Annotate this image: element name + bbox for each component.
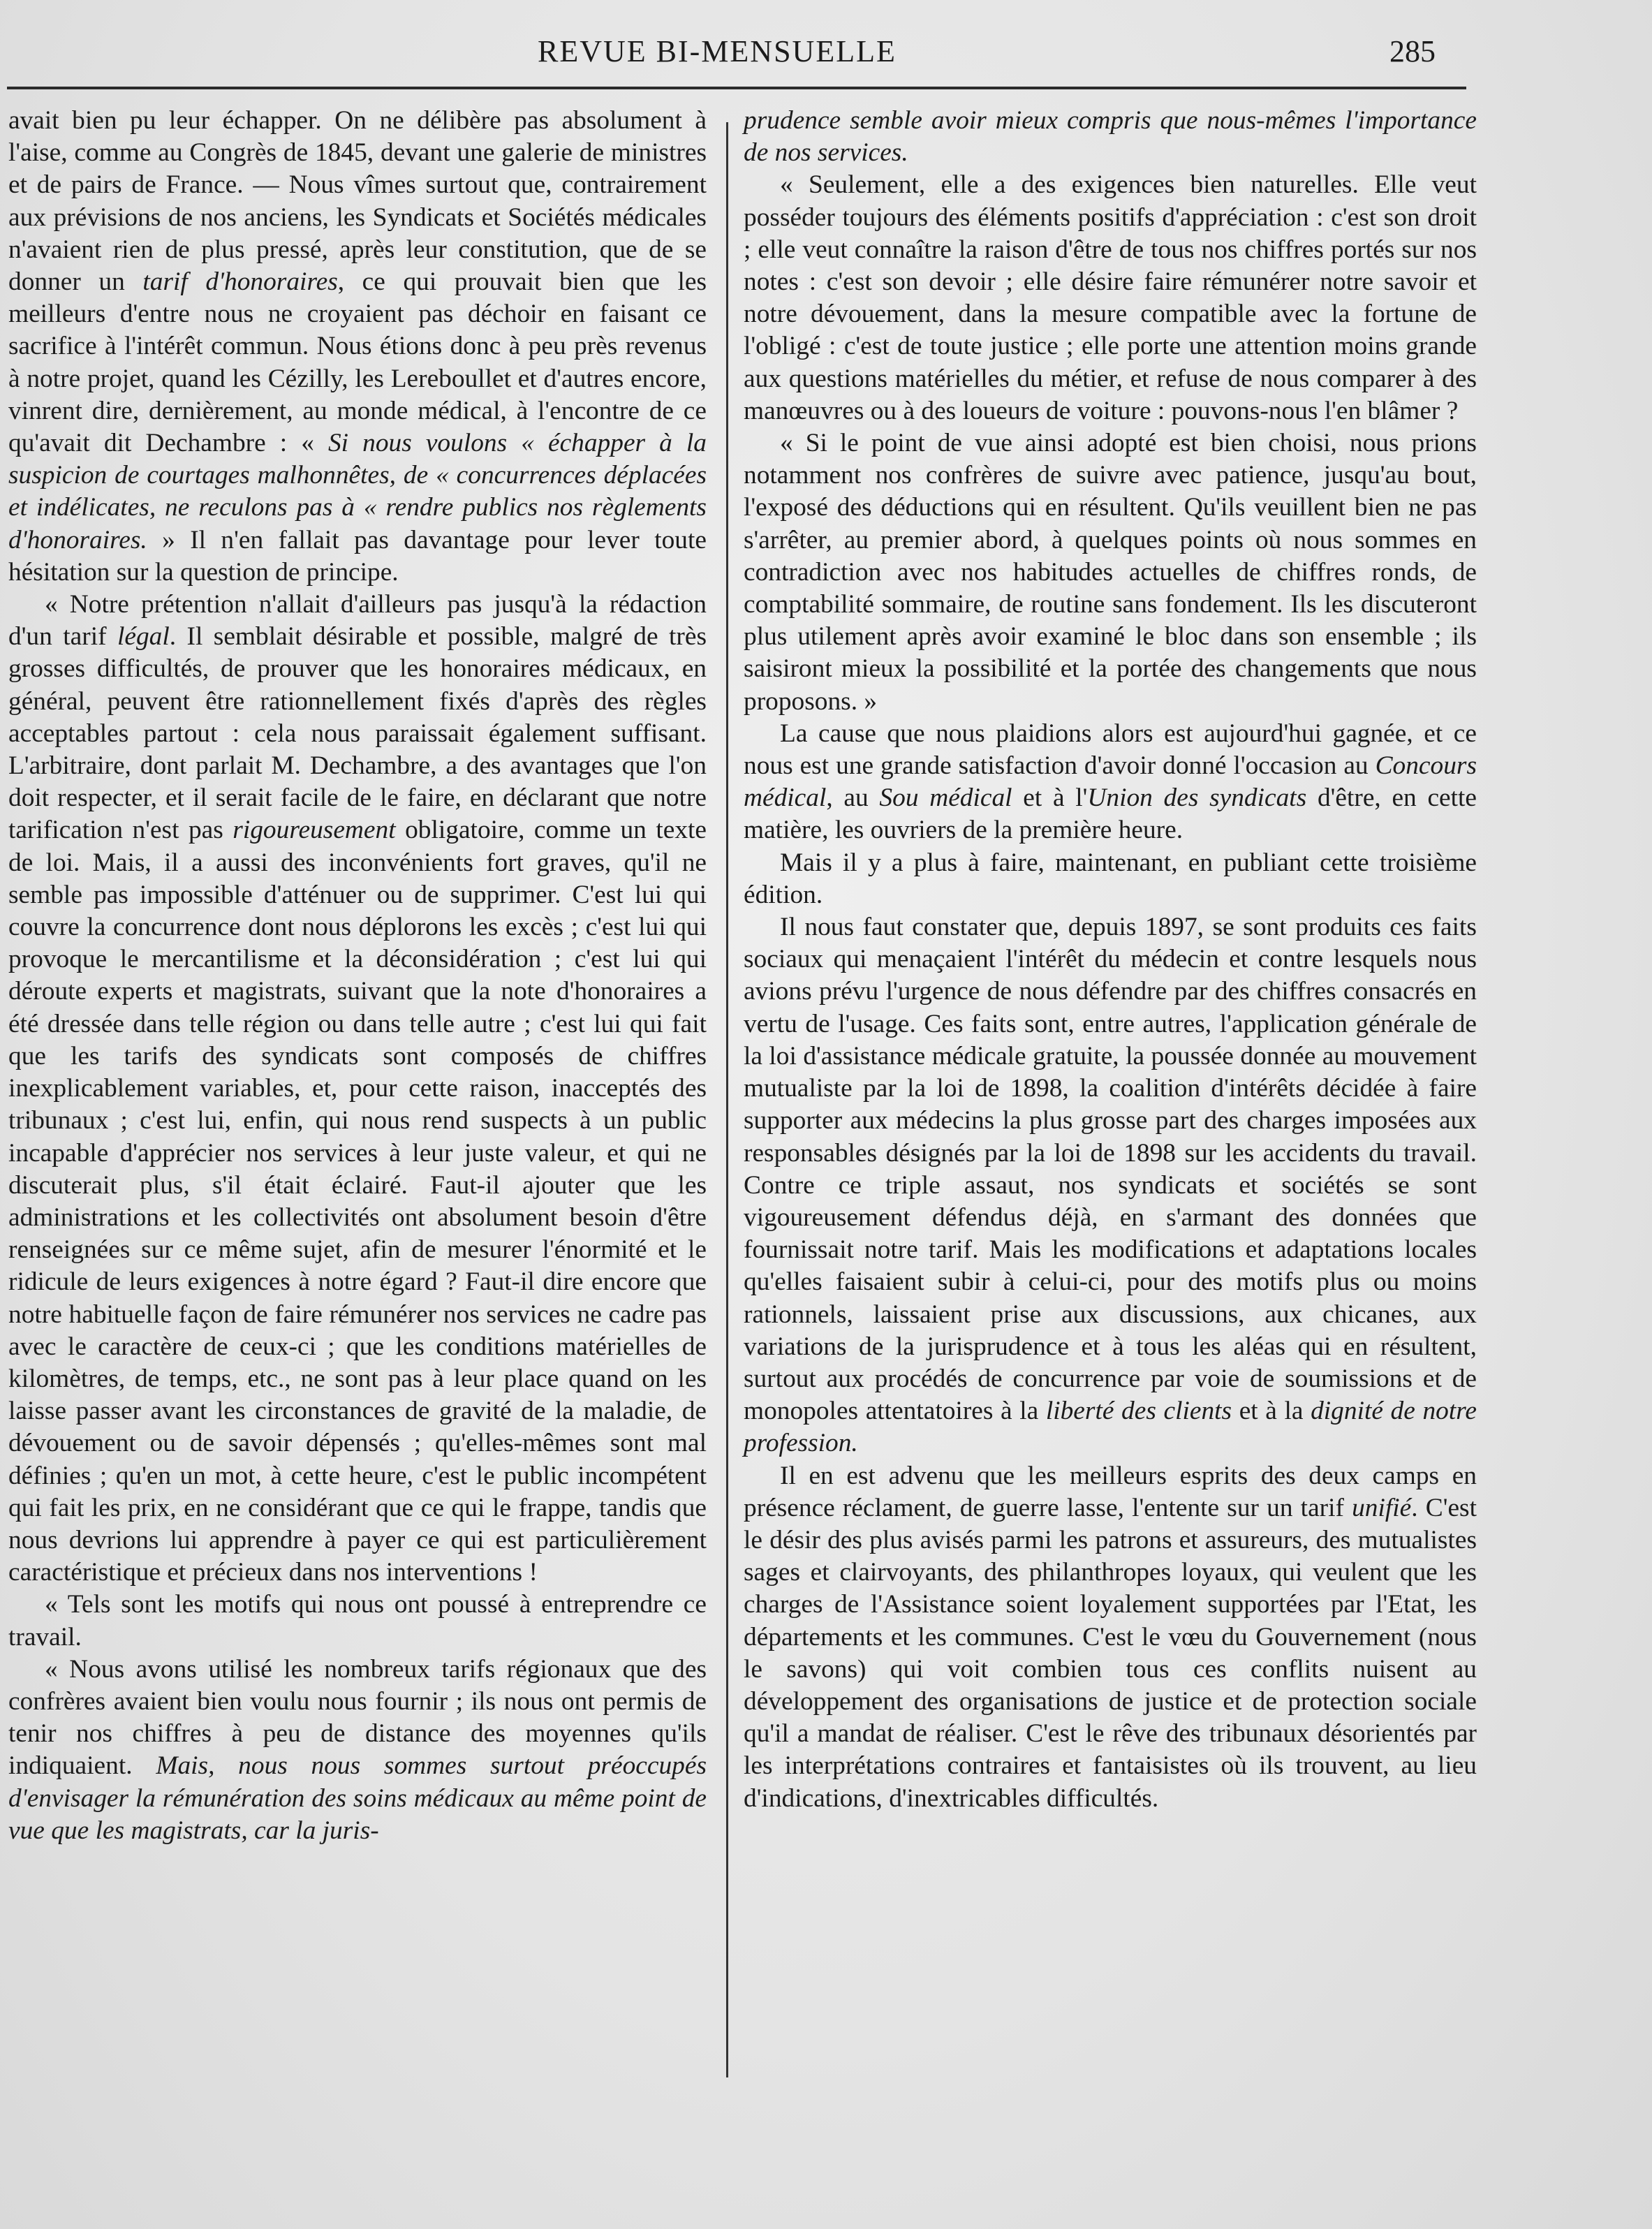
italic-text: liberté des clients — [1045, 1397, 1232, 1426]
paragraph — [744, 718, 1477, 847]
left-column — [8, 105, 707, 1847]
text-run: , ce qui prouvait bien que les meilleurs d'entre nous ne croyaient pas déchoir en faisant ce sacrifice à l'intérêt commun. Nous étions donc à peu près revenus à notre projet, quand les Cézilly, les Lereboullet et d'autres encore, vinrent dire, dernièrement, au monde médical, à l'encontre de ce qu'avait dit Dechambre : « — [8, 267, 707, 458]
text-run: et à la — [1232, 1397, 1311, 1426]
paragraph — [8, 589, 707, 1589]
paragraph — [744, 847, 1477, 911]
right-column — [744, 105, 1477, 1815]
text-run: d'être, en cette matière, les ouvriers de la première heure. — [744, 784, 1477, 845]
paragraph — [744, 427, 1477, 718]
text-run: et à l' — [1012, 784, 1088, 813]
text-run: . Il semblait désirable et possible, malgré de très grosses difficultés, de prouver que les honoraires médicaux, en général, peuvent être rationnellement fixés d'après des règles acceptables partout : cela nous paraissait également suffisant. L'arbitraire, dont parlait M. Dechambre, a des avantages que l'on doit respecter, et il serait facile de le faire, en déclarant que notre tarification n'est pas — [8, 622, 707, 845]
italic-text: dignité de notre profession. — [744, 1397, 1477, 1458]
text-run: Il nous faut constater que, depuis 1897, se sont produits ces faits sociaux qui menaçaient l'intérêt du médecin et contre lesquels nous avions prévu l'urgence de nous défendre par des chiffres consacrés en vertu de l'usage. Ces faits sont, entre autres, l'application générale de la loi d'assistance médicale gratuite, la poussée donnée au mouvement mutualiste par la loi de 1898, la coalition d'intérêts décidée à faire supporter aux médecins la plus grosse part des charges imposées aux responsables désignés par la loi de 1898 sur les accidents du travail. Contre ce triple assaut, nos syndicats et sociétés se sont vigoureusement défendus déjà, en s'armant des données que fournissait notre tarif. Mais les modifications et adaptations locales qu'elles faisaient subir à celui-ci, pour des motifs plus ou moins rationnels, laissaient prise aux discussions, aux chicanes, aux variations de la jurisprudence et à tous les aléas qui en résultent, surtout aux procédés de concurrence par voie de soumissions et de monopoles attentatoires à la — [744, 913, 1477, 1426]
header-rule — [7, 87, 1466, 89]
paragraph — [8, 1654, 707, 1847]
text-run: « Seulement, elle a des exigences bien naturelles. Elle veut posséder toujours des éléments positifs d'appréciation : c'est son droit ; elle veut connaître la raison d'être de tous nos chiffres portés sur nos notes : c'est son devoir ; elle désire faire rémunérer notre savoir et notre dévouement, dans la mesure compatible avec la fortune de l'obligé : c'est de toute justice ; elle porte une attention moins grande aux questions matérielles du métier, et refuse de nous comparer à des manœuvres ou à des loueurs de voiture : pouvons-nous l'en blâmer ? — [744, 170, 1477, 425]
page-header — [0, 34, 1652, 82]
running-title: REVUE BI-MENSUELLE — [538, 34, 897, 68]
italic-text: rigoureusement — [233, 816, 396, 845]
italic-text: unifié — [1352, 1493, 1412, 1522]
page-number: 285 — [1389, 34, 1436, 68]
text-run: « Si le point de vue ainsi adopté est bien choisi, nous prions notamment nos confrères de suivre avec patience, jusqu'au bout, l'exposé des déductions qui en résultent. Qu'ils veuillent bien ne pas s'arrêter, au premier abord, à quelques points où nous sommes en contradiction avec nos habitudes actuelles de chiffres ronds, de comptabilité sommaire, de routine sans fondement. Ils les discuteront plus utilement après avoir examiné le bloc dans son ensemble ; ils saisiront mieux la possibilité et la portée des changements que nous proposons. » — [744, 429, 1477, 716]
italic-text: légal — [117, 622, 170, 652]
paragraph — [744, 1460, 1477, 1815]
text-run: Il en est advenu que les meilleurs esprits des deux camps en présence réclament, de guerre lasse, l'entente sur un tarif — [744, 1461, 1477, 1522]
italic-text: tarif d'honoraires — [142, 267, 338, 297]
paragraph — [744, 911, 1477, 1459]
text-run: « Tels sont les motifs qui nous ont poussé à entreprendre ce travail. — [8, 1590, 707, 1651]
italic-text: Si nous voulons « échapper à la suspicion de courtages malhonnêtes, de « concurrences déplacées et indélicates, ne reculons pas à « rendre publics nos règlements d'honoraires. — [8, 429, 707, 554]
text-run: « Notre prétention n'allait d'ailleurs pas jusqu'à la rédaction d'un tarif — [8, 590, 707, 652]
text-run: avait bien pu leur échapper. On ne délibère pas absolument à l'aise, comme au Congrès de 1845, devant une galerie de ministres et de pairs de France. — Nous vîmes surtout que, contrairement aux prévisions de nos anciens, les Syndicats et Sociétés médicales n'avaient rien de plus pressé, après leur constitution, que de se donner un — [8, 106, 707, 297]
text-run: , au — [826, 784, 880, 813]
paragraph — [8, 105, 707, 589]
italic-text: Concours médical — [744, 751, 1477, 813]
text-run: obligatoire, comme un texte de loi. Mais, il a aussi des inconvénients fort graves, qu'il ne semble pas impossible d'atténuer ou de supprimer. C'est lui qui couvre la concurrence dont nous déplorons les excès ; c'est lui qui provoque le mercantilisme et la déconsidération ; c'est lui qui déroute experts et magistrats, suivant que la note d'honoraires a été dressée dans telle région ou dans telle autre ; c'est lui qui fait que les tarifs des syndicats sont composés de chiffres inexplicablement variables, et, pour cette raison, inacceptés des tribunaux ; c'est lui, enfin, qui nous rend suspects à un public incapable d'apprécier nos services à leur juste valeur, et qui ne discuterait plus, s'il était éclairé. Faut-il ajouter que les administrations et les collectivités ont absolument besoin d'être renseignées sur ce même sujet, afin de mesurer l'énormité et le ridicule de leurs exigences à notre égard ? Faut-il dire encore que notre habituelle façon de faire rémunérer nos services ne cadre pas avec le caractère de ceux-ci ; que les conditions matérielles de kilomètres, de temps, etc., ne sont pas à leur place quand on les laisse passer avant les circonstances de gravité de la maladie, de dévouement ou de savoir dépensés ; qu'elles-mêmes sont mal définies ; qu'en un mot, à cette heure, c'est le public incompétent qui fait les prix, en ne considérant que ce qui le frappe, tandis que nous devrions lui apprendre à payer ce qui est particulièrement caractéristique et précieux dans nos interventions ! — [8, 816, 707, 1587]
column-divider — [726, 122, 728, 2077]
italic-text: Union des syndicats — [1087, 784, 1307, 813]
paragraph — [744, 105, 1477, 169]
paragraph — [8, 1589, 707, 1653]
italic-text: Sou médical — [879, 784, 1012, 813]
italic-text: Mais, nous nous sommes surtout préoccupés d'envisager la rémunération des soins médicaux au même point de vue que les magistrats, car la juris- — [8, 1751, 707, 1845]
text-run: . C'est le désir des plus avisés parmi les patrons et assureurs, des mutualistes sages et clairvoyants, des philanthropes loyaux, qui veulent que les charges de l'Assistance soient loyalement supportées par l'Etat, les départements et les communes. C'est le vœu du Gouvernement (nous le savons) qui voit combien tous ces conflits nuisent au développement des organisations de justice et de protection sociale qu'il a mandat de réaliser. C'est le rêve des tribunaux désorientés par les interprétations contraires et fantaisistes où ils trouvent, au lieu d'indications, d'inextricables difficultés. — [744, 1493, 1477, 1813]
text-run: Mais il y a plus à faire, maintenant, en publiant cette troisième édition. — [744, 848, 1477, 909]
text-run: « Nous avons utilisé les nombreux tarifs régionaux que des confrères avaient bien voulu nous fournir ; ils nous ont permis de tenir nos chiffres à peu de distance des moyennes qu'ils indiquaient. — [8, 1654, 707, 1781]
paragraph — [744, 169, 1477, 427]
italic-text: prudence semble avoir mieux compris que nous-mêmes l'importance de nos services. — [744, 106, 1477, 168]
text-run: » Il n'en fallait pas davantage pour lever toute hésitation sur la question de principe. — [8, 525, 707, 587]
text-run: La cause que nous plaidions alors est aujourd'hui gagnée, et ce nous est une grande satisfaction d'avoir donné l'occasion au — [744, 719, 1477, 781]
